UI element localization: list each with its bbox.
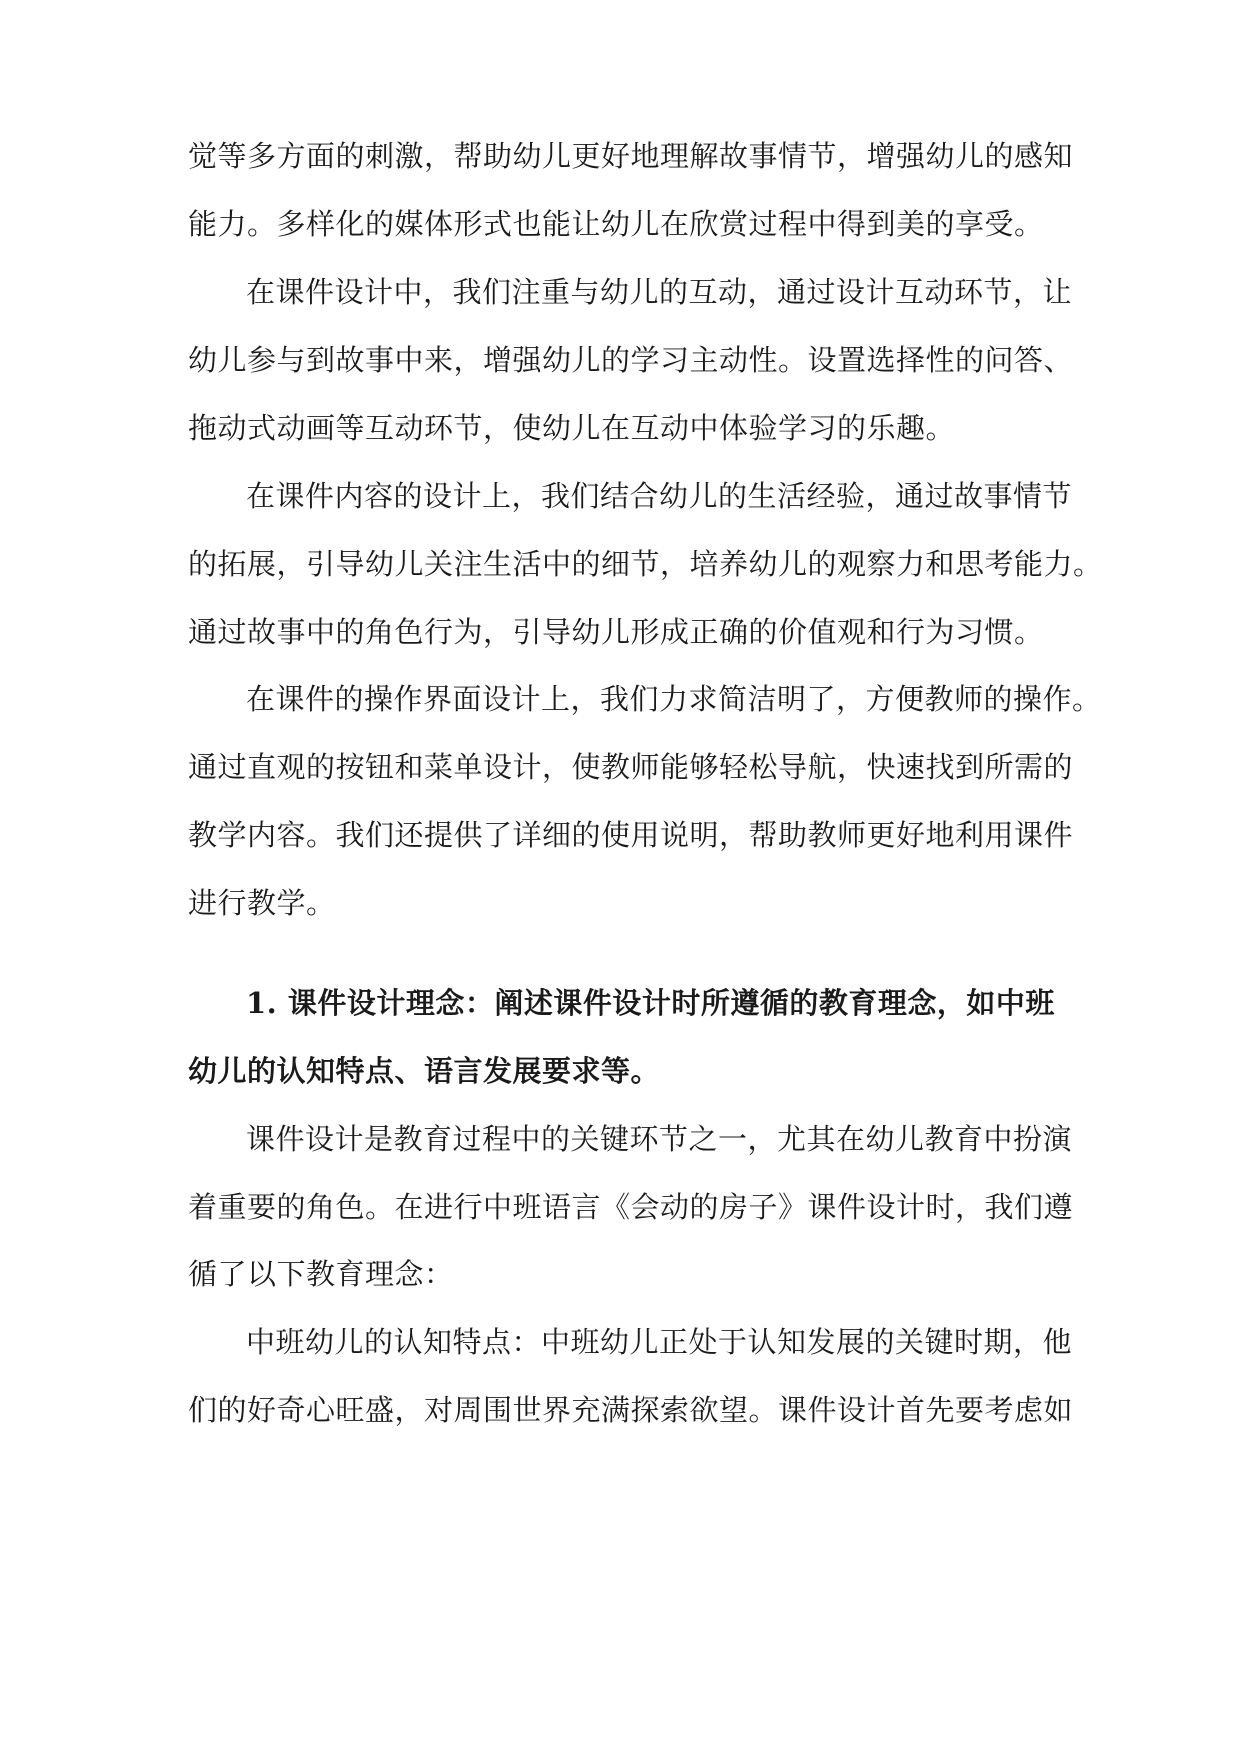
- paragraph-line: 着重要的角色。在进行中班语言《会动的房子》课件设计时，我们遵: [188, 1190, 1074, 1224]
- paragraph-line: 课件设计是教育过程中的关键环节之一，尤其在幼儿教育中扮演: [246, 1122, 1073, 1156]
- section-heading: 1. 课件设计理念：阐述课件设计时所遵循的教育理念，如中班: [246, 986, 1055, 1020]
- section-heading: 幼儿的认知特点、语言发展要求等。: [188, 1054, 661, 1088]
- paragraph-line: 通过直观的按钮和菜单设计，使教师能够轻松导航，快速找到所需的: [188, 750, 1074, 784]
- paragraph-line: 在课件设计中，我们注重与幼儿的互动，通过设计互动环节，让: [246, 275, 1073, 309]
- paragraph-line: 中班幼儿的认知特点：中班幼儿正处于认知发展的关键时期，他: [246, 1325, 1073, 1359]
- paragraph-line: 在课件内容的设计上，我们结合幼儿的生活经验，通过故事情节: [246, 479, 1073, 513]
- paragraph-line: 们的好奇心旺盛，对周围世界充满探索欲望。课件设计首先要考虑如: [188, 1393, 1074, 1427]
- paragraph-line: 在课件的操作界面设计上，我们力求简洁明了，方便教师的操作。: [246, 682, 1102, 716]
- paragraph-line: 进行教学。: [188, 886, 336, 920]
- paragraph-line: 能力。多样化的媒体形式也能让幼儿在欣赏过程中得到美的享受。: [188, 207, 1044, 241]
- paragraph-line: 拖动式动画等互动环节，使幼儿在互动中体验学习的乐趣。: [188, 411, 956, 445]
- paragraph-line: 通过故事中的角色行为，引导幼儿形成正确的价值观和行为习惯。: [188, 615, 1044, 649]
- paragraph-line: 幼儿参与到故事中来，增强幼儿的学习主动性。设置选择性的问答、: [188, 343, 1074, 377]
- paragraph-line: 的拓展，引导幼儿关注生活中的细节，培养幼儿的观察力和思考能力。: [188, 547, 1103, 581]
- paragraph-line: 教学内容。我们还提供了详细的使用说明，帮助教师更好地利用课件: [188, 818, 1074, 852]
- paragraph-line: 循了以下教育理念：: [188, 1257, 454, 1291]
- paragraph-line: 觉等多方面的刺激，帮助幼儿更好地理解故事情节，增强幼儿的感知: [188, 139, 1074, 173]
